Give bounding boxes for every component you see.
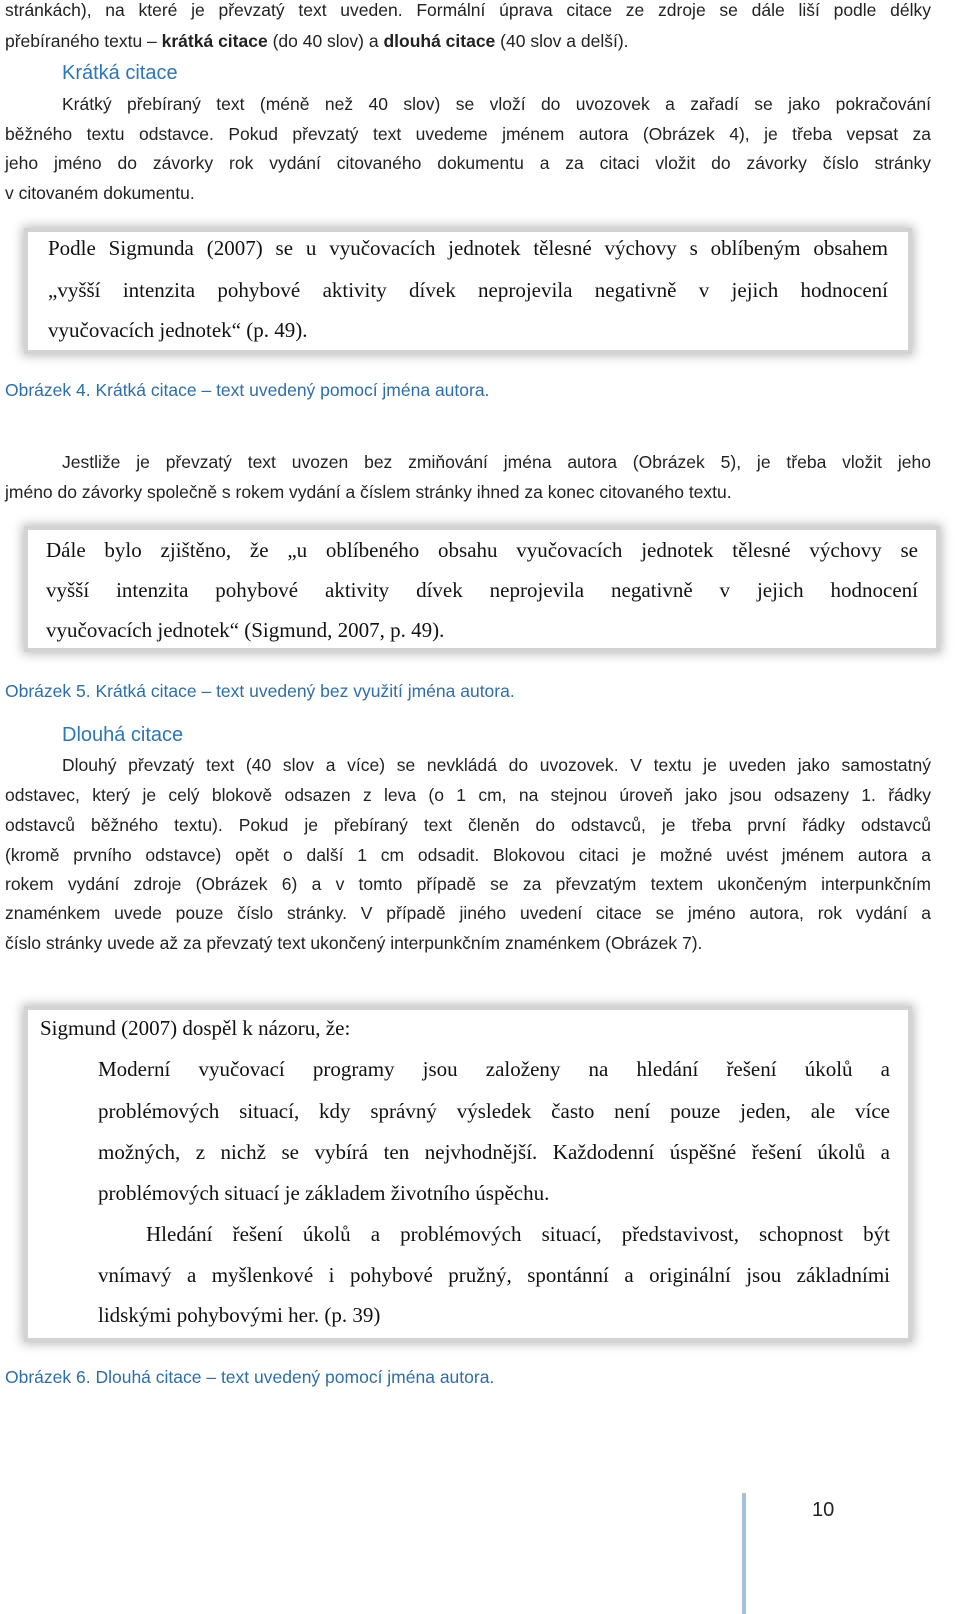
quote-line: lidskými pohybovými her. (p. 39): [98, 1303, 381, 1327]
quote-line: Podle Sigmunda (2007) se u vyučovacích jednotek tělesné výchovy s oblíbeným obsahem: [48, 236, 888, 260]
page-number-bar: [742, 1493, 746, 1614]
body-text-line: jeho jméno do závorky rok vydání citovaného dokumentu a za citaci vložit do závorky číslo stránky: [5, 153, 931, 173]
quote-line: „vyšší intenzita pohybové aktivity dívek neprojevila negativně v jejich hodnocení: [48, 278, 888, 302]
body-text-line: stránkách), na které je převzatý text uveden. Formální úprava citace ze zdroje se dále liší podle délky: [5, 0, 931, 20]
figure-5-quote-box: [28, 530, 936, 648]
quote-line: vyučovacích jednotek“ (Sigmund, 2007, p. 49).: [46, 618, 445, 642]
figure-4-quote-box: [28, 232, 908, 350]
text-run: (do 40 slov) a: [267, 31, 384, 51]
body-text-line: jméno do závorky společně s rokem vydání a číslem stránky ihned za konec citovaného textu.: [5, 482, 732, 502]
section-heading-short: Krátká citace: [62, 62, 178, 84]
body-text-line: Krátký přebíraný text (méně než 40 slov) se vloží do uvozovek a zařadí se jako pokračování: [62, 94, 931, 114]
body-text-line: [5, 26, 931, 56]
quote-line: Moderní vyučovací programy jsou založeny na hledání řešení úkolů a: [98, 1057, 890, 1081]
body-text-line: Jestliže je převzatý text uvozen bez zmiňování jména autora (Obrázek 5), je třeba vložit jeho: [62, 452, 931, 472]
quote-line: vnímavý a myšlenkové i pohybové pružný, spontánní a originální jsou základními: [98, 1263, 890, 1287]
quote-line: vyučovacích jednotek“ (p. 49).: [48, 318, 308, 342]
quote-line: problémových situací je základem životního úspěchu.: [98, 1181, 550, 1205]
figure-5-caption: Obrázek 5. Krátká citace – text uvedený bez využití jména autora.: [5, 681, 515, 701]
body-text-line: rokem vydání zdroje (Obrázek 6) a v tomto případě se za převzatým textem ukončeným interpunkčním: [5, 874, 931, 894]
text-run: přebíraného textu –: [5, 31, 162, 51]
figure-4-caption: Obrázek 4. Krátká citace – text uvedený pomocí jména autora.: [5, 380, 490, 400]
body-text-line: znaménkem uvede pouze číslo stránky. V případě jiného uvedení citace se jméno autora, rok vydání a: [5, 903, 931, 923]
term-long-citation: dlouhá citace: [383, 31, 496, 51]
body-text-line: odstavců běžného textu). Pokud je přebíraný text členěn do odstavců, je třeba první řádky odstavců: [5, 815, 931, 835]
quote-line: možných, z nichž se vybírá ten nejvhodnější. Každodenní úspěšné řešení úkolů a: [98, 1140, 890, 1164]
quote-line: problémových situací, kdy správný výsledek často není pouze jeden, ale více: [98, 1099, 890, 1123]
body-text-line: odstavec, který je celý blokově odsazen z leva (o 1 cm, na stejnou úroveň jako jsou odsazeny 1. řádky: [5, 785, 931, 805]
body-text-line: číslo stránky uvede až za převzatý text ukončený interpunkčním znaménkem (Obrázek 7).: [5, 933, 703, 953]
quote-line: Dále bylo zjištěno, že „u oblíbeného obsahu vyučovacích jednotek tělesné výchovy se: [46, 538, 918, 562]
body-text-line: (kromě prvního odstavce) opět o další 1 cm odsadit. Blokovou citaci je možné uvést jménem autora a: [5, 845, 931, 865]
body-text-line: běžného textu odstavce. Pokud převzatý text uvedeme jménem autora (Obrázek 4), je třeba vepsat za: [5, 124, 931, 144]
term-short-citation: krátká citace: [161, 31, 268, 51]
section-heading-long: Dlouhá citace: [62, 724, 184, 746]
text-run: (40 slov a delší).: [495, 31, 629, 51]
body-text-line: Dlouhý převzatý text (40 slov a více) se nevkládá do uvozovek. V textu je uveden jako samostatný: [62, 755, 931, 775]
quote-intro-line: Sigmund (2007) dospěl k názoru, že:: [40, 1016, 351, 1040]
quote-line: Hledání řešení úkolů a problémových situací, představivost, schopnost být: [146, 1222, 890, 1246]
body-text-line: v citovaném dokumentu.: [5, 183, 195, 203]
quote-line: vyšší intenzita pohybové aktivity dívek neprojevila negativně v jejich hodnocení: [46, 578, 918, 602]
figure-6-caption: Obrázek 6. Dlouhá citace – text uvedený pomocí jména autora.: [5, 1367, 495, 1387]
figure-6-quote-box: [28, 1010, 908, 1338]
page-number: 10: [812, 1499, 835, 1521]
